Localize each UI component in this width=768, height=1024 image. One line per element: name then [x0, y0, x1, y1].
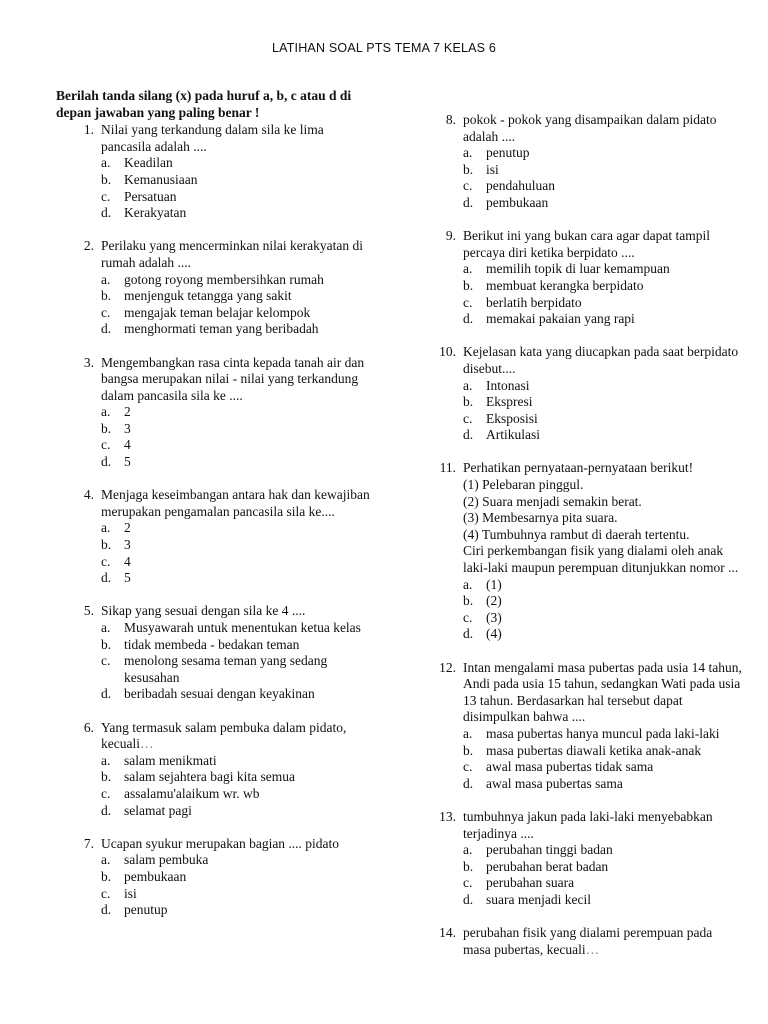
question-number: 11.: [439, 460, 456, 476]
option-d[interactable]: d. 5: [101, 454, 131, 470]
question-4: [56, 487, 374, 587]
question-text: Menjaga keseimbangan antara hak dan kewajiban merupakan pengamalan pancasila sila ke....: [101, 487, 370, 519]
option-d[interactable]: d. Artikulasi: [463, 427, 540, 443]
option-c[interactable]: c. Persatuan: [101, 188, 177, 204]
option-b[interactable]: b. pembukaan: [101, 868, 187, 884]
option-a[interactable]: a. Intonasi: [463, 377, 530, 393]
option-c[interactable]: c. Eksposisi: [463, 410, 538, 426]
statement-prompt: Ciri perkembangan fisik yang dialami oleh anak laki-laki maupun perempuan ditunjukkan nomor ...: [463, 543, 739, 576]
question-text: Perhatikan pernyataan-pernyataan berikut!: [463, 460, 694, 476]
question-text: Perilaku yang mencerminkan nilai kerakyatan di rumah adalah ....: [101, 238, 364, 270]
question-text: perubahan fisik yang dialami perempuan pada masa pubertas, kecuali: [463, 925, 713, 957]
option-c[interactable]: c. berlatih berpidato: [463, 294, 582, 310]
statement: (4) Tumbuhnya rambut di daerah tertentu.: [463, 526, 690, 542]
option-c[interactable]: c. isi: [101, 885, 137, 901]
option-c[interactable]: c. menolong sesama teman yang sedang kesusahan: [101, 653, 328, 685]
question-text: Nilai yang terkandung dalam sila ke lima pancasila adalah ....: [101, 122, 324, 154]
option-d[interactable]: d. selamat pagi: [101, 802, 192, 818]
option-b[interactable]: b. tidak membeda - bedakan teman: [101, 636, 300, 652]
question-6: [56, 720, 374, 820]
option-d[interactable]: d. beribadah sesuai dengan keyakinan: [101, 686, 315, 702]
option-b[interactable]: b. perubahan berat badan: [463, 858, 609, 874]
option-c[interactable]: c. 4: [101, 437, 131, 453]
option-a[interactable]: a. gotong royong membersihkan rumah: [101, 271, 324, 287]
question-number: 8.: [445, 112, 456, 127]
statement: (1) Pelebaran pinggul.: [463, 477, 584, 493]
question-number: 1.: [83, 122, 94, 138]
question-9: [438, 228, 743, 328]
option-d[interactable]: d. awal masa pubertas sama: [463, 775, 623, 791]
option-a[interactable]: a. Keadilan: [101, 155, 173, 171]
question-number: 5.: [83, 603, 94, 619]
option-c[interactable]: c. (3): [463, 609, 502, 625]
question-text: Mengembangkan rasa cinta kepada tanah air dan bangsa merupakan nilai - nilai yang terkandung dalam pancasila sila ke ....: [101, 354, 365, 403]
question-number: 2.: [83, 238, 94, 254]
option-b[interactable]: b. membuat kerangka berpidato: [463, 277, 644, 293]
question-text: pokok - pokok yang disampaikan dalam pidato adalah ....: [463, 112, 717, 144]
question-text: Sikap yang sesuai dengan sila ke 4 ....: [101, 603, 306, 619]
option-b[interactable]: b. salam sejahtera bagi kita semua: [101, 769, 295, 785]
option-b[interactable]: b. 3: [101, 537, 131, 553]
ellipsis: …: [585, 941, 600, 957]
question-number: 4.: [83, 487, 94, 503]
question-number: 10.: [439, 344, 456, 360]
question-5: [56, 603, 374, 703]
statement: (2) Suara menjadi semakin berat.: [463, 493, 642, 509]
option-b[interactable]: b. 3: [101, 420, 131, 436]
question-8: [438, 112, 743, 212]
option-a[interactable]: a. salam menikmati: [101, 752, 217, 768]
question-number: 3.: [83, 354, 94, 370]
option-d[interactable]: d. pembukaan: [463, 194, 549, 210]
option-b[interactable]: b. masa pubertas diawali ketika anak-anak: [463, 742, 702, 758]
option-b[interactable]: b. Ekspresi: [463, 394, 533, 410]
ellipsis: …: [139, 736, 154, 752]
question-number: 14.: [439, 925, 456, 941]
question-3: [56, 355, 374, 471]
option-a[interactable]: a. memilih topik di luar kemampuan: [463, 261, 670, 277]
instructions: Berilah tanda silang (x) pada huruf a, b, c atau d di depan jawaban yang paling benar !: [56, 88, 352, 120]
left-column: [56, 88, 374, 935]
question-14: [438, 925, 743, 958]
statement: (3) Membesarnya pita suara.: [463, 510, 618, 526]
option-c[interactable]: c. assalamu'alaikum wr. wb: [101, 785, 260, 801]
question-11: [438, 460, 743, 643]
option-d[interactable]: d. penutup: [101, 902, 168, 918]
option-b[interactable]: b. (2): [463, 593, 502, 609]
option-a[interactable]: a. 2: [101, 404, 131, 420]
option-b[interactable]: b. isi: [463, 161, 499, 177]
question-7: [56, 836, 374, 919]
option-b[interactable]: b. Kemanusiaan: [101, 171, 198, 187]
question-number: 12.: [439, 659, 456, 675]
option-a[interactable]: a. masa pubertas hanya muncul pada laki-laki: [463, 725, 720, 741]
question-text: Intan mengalami masa pubertas pada usia 14 tahun, Andi pada usia 15 tahun, sedangkan Wati pada usia 13 tahun. Berdasarkan hal tersebut dapat disimpulkan bahwa ....: [463, 659, 742, 725]
option-d[interactable]: d. 5: [101, 570, 131, 586]
question-12: [438, 660, 743, 793]
question-number: 7.: [83, 835, 94, 851]
option-c[interactable]: c. 4: [101, 553, 131, 569]
question-number: 9.: [445, 228, 456, 244]
question-text: Ucapan syukur merupakan bagian .... pidato: [101, 835, 340, 851]
option-a[interactable]: a. (1): [463, 576, 502, 592]
option-a[interactable]: a. 2: [101, 520, 131, 536]
question-text: Yang termasuk salam pembuka dalam pidato, kecuali: [101, 719, 347, 752]
option-b[interactable]: b. menjenguk tetangga yang sakit: [101, 288, 292, 304]
question-number: 6.: [83, 719, 94, 735]
option-c[interactable]: c. mengajak teman belajar kelompok: [101, 304, 311, 320]
question-10: [438, 344, 743, 444]
option-a[interactable]: a. perubahan tinggi badan: [463, 842, 613, 858]
right-column: [438, 112, 743, 975]
page-title: LATIHAN SOAL PTS TEMA 7 KELAS 6: [271, 41, 497, 55]
question-1: [56, 122, 374, 222]
option-d[interactable]: d. suara menjadi kecil: [463, 891, 591, 907]
option-c[interactable]: c. pendahuluan: [463, 178, 555, 194]
option-c[interactable]: c. awal masa pubertas tidak sama: [463, 759, 654, 775]
option-d[interactable]: d. menghormati teman yang beribadah: [101, 321, 319, 337]
question-13: [438, 809, 743, 909]
option-a[interactable]: a. Musyawarah untuk menentukan ketua kelas: [101, 620, 361, 635]
question-number: 13.: [439, 808, 456, 824]
option-a[interactable]: a. salam pembuka: [101, 852, 209, 868]
option-c[interactable]: c. perubahan suara: [463, 875, 575, 891]
option-d[interactable]: d. Kerakyatan: [101, 205, 187, 221]
option-a[interactable]: a. penutup: [463, 145, 530, 161]
question-2: [56, 238, 374, 338]
question-text: tumbuhnya jakun pada laki-laki menyebabkan terjadinya ....: [463, 808, 713, 841]
option-d[interactable]: d. (4): [463, 626, 502, 642]
question-text: Berikut ini yang bukan cara agar dapat tampil percaya diri ketika berpidato ....: [463, 228, 711, 260]
option-d[interactable]: d. memakai pakaian yang rapi: [463, 311, 635, 327]
question-text: Kejelasan kata yang diucapkan pada saat berpidato disebut....: [463, 344, 739, 376]
